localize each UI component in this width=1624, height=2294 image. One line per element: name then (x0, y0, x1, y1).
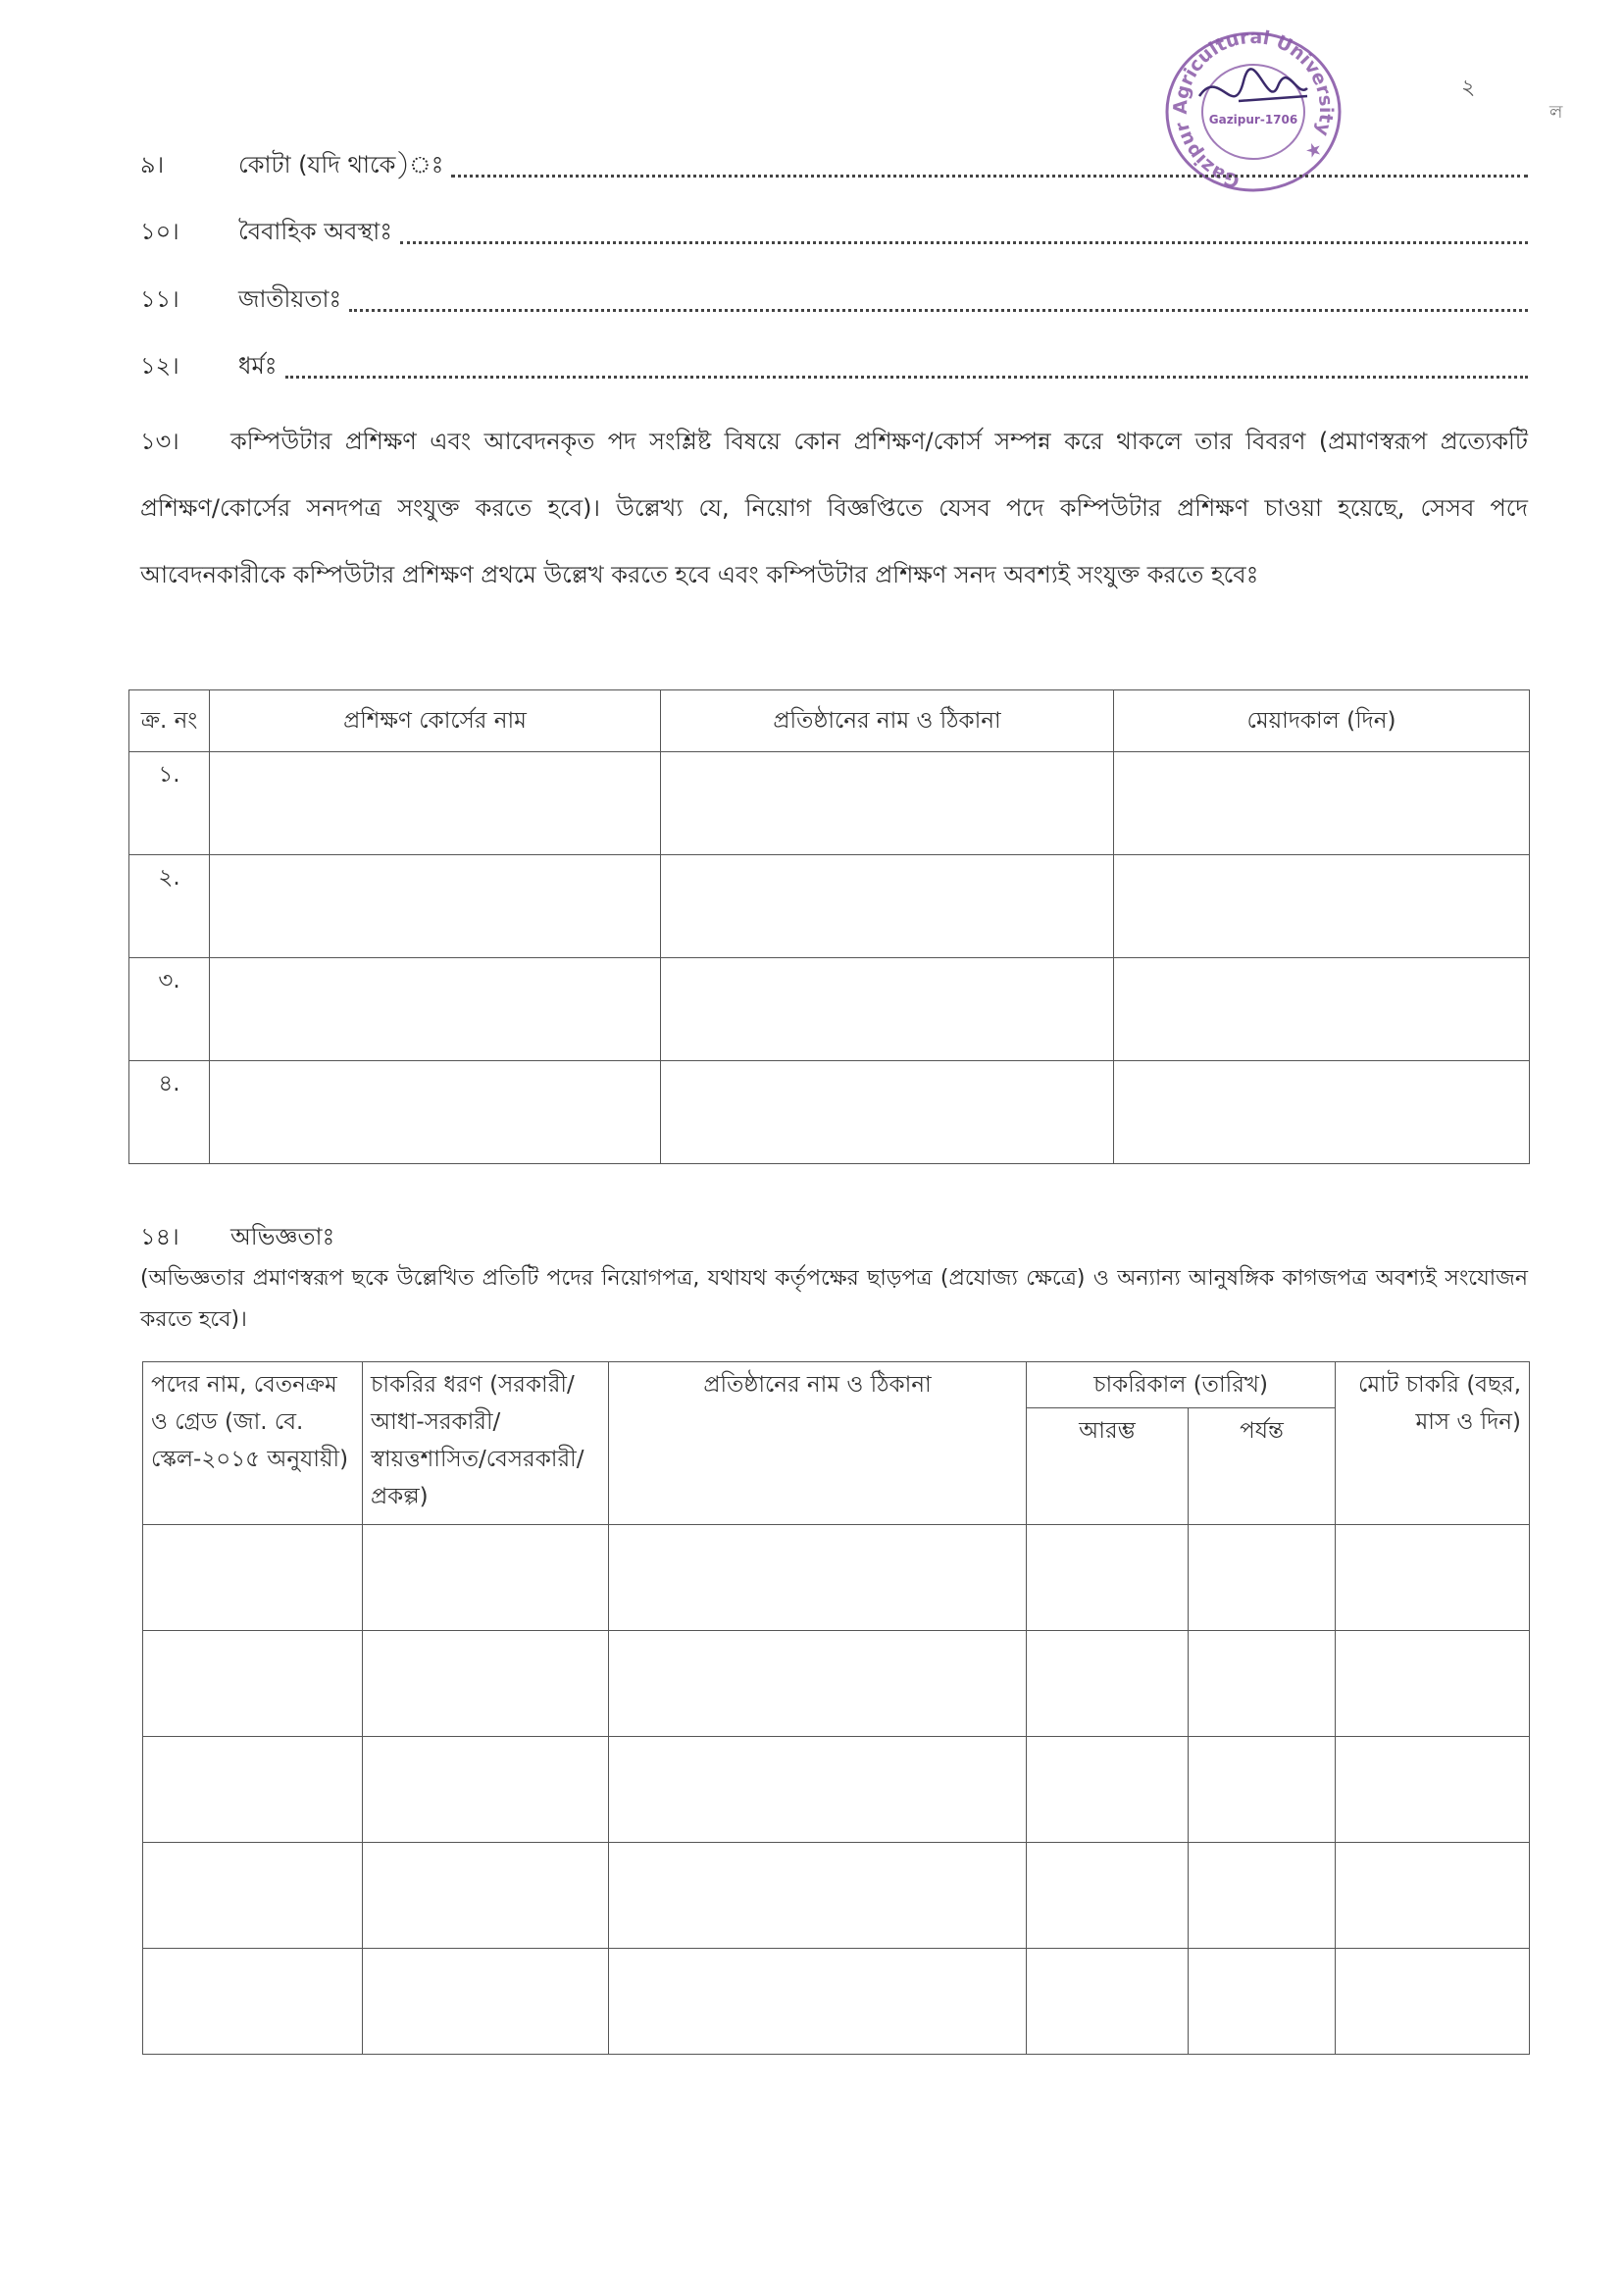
svg-text:Gazipur-1706: Gazipur-1706 (1208, 113, 1298, 127)
table-cell[interactable] (1027, 1949, 1189, 2055)
field-number: ১০। (140, 218, 179, 245)
table-cell[interactable] (609, 1737, 1027, 1843)
field-dotted-line[interactable] (451, 167, 1528, 178)
table-cell[interactable] (1336, 1737, 1530, 1843)
field-label: কোটা (যদি থাকে)ঃ (238, 151, 444, 178)
col-course-name: প্রশিক্ষণ কোর্সের নাম (210, 690, 661, 752)
field-religion[interactable] (140, 348, 1528, 387)
table-cell[interactable] (1189, 1631, 1336, 1737)
field-nationality[interactable] (140, 281, 1528, 321)
table-cell[interactable] (1114, 958, 1530, 1061)
section-14-title: অভিজ্ঞতাঃ (230, 1223, 335, 1250)
col-post-name: পদের নাম, বেতনক্রম ও গ্রেড (জা. বে. স্কেল-২০১৫ অনুযায়ী) (143, 1362, 363, 1525)
table-cell[interactable] (1189, 1737, 1336, 1843)
table-cell[interactable] (1114, 752, 1530, 855)
field-dotted-line[interactable] (349, 301, 1528, 312)
field-label: বৈবাহিক অবস্থাঃ (238, 218, 393, 245)
col-start: আরম্ভ (1027, 1408, 1189, 1525)
table-cell[interactable] (661, 855, 1114, 958)
col-duration: মেয়াদকাল (দিন) (1114, 690, 1530, 752)
table-cell[interactable] (661, 752, 1114, 855)
table-cell[interactable] (661, 958, 1114, 1061)
table-cell[interactable] (210, 752, 661, 855)
table-cell[interactable] (1189, 1525, 1336, 1631)
table-cell[interactable] (1336, 1525, 1530, 1631)
col-end: পর্যন্ত (1189, 1408, 1336, 1525)
table-row (129, 958, 1530, 1061)
table-cell[interactable] (143, 1737, 363, 1843)
table-row (143, 1631, 1530, 1737)
section-13-paragraph (140, 408, 1528, 608)
field-number: ৯। (140, 151, 165, 178)
section-14-heading (140, 1219, 334, 1258)
field-dotted-line[interactable] (400, 233, 1528, 244)
table-cell[interactable] (1027, 1525, 1189, 1631)
section-14-note: (অভিজ্ঞতার প্রমাণস্বরূপ ছকে উল্লেখিত প্রতিটি পদের নিয়োগপত্র, যথাযথ কর্তৃপক্ষের ছাড়পত্র (প্রযোজ্য ক্ষেত্রে) ও অন্যান্য আনুষঙ্গিক কাগজপত্র অবশ্যই সংযোজন করতে হবে)। (140, 1266, 1528, 1332)
page-number: ২ (1461, 76, 1482, 100)
row-serial: ৪. (129, 1061, 210, 1164)
col-service-period: চাকরিকাল (তারিখ) (1027, 1362, 1336, 1408)
table-cell[interactable] (1027, 1631, 1189, 1737)
table-header-row (143, 1362, 1530, 1408)
col-job-type: চাকরির ধরণ (সরকারী/আধা-সরকারী/স্বায়ত্তশাসিত/বেসরকারী/প্রকল্প) (363, 1362, 609, 1525)
table-row (129, 855, 1530, 958)
table-cell[interactable] (363, 1737, 609, 1843)
table-cell[interactable] (661, 1061, 1114, 1164)
table-cell[interactable] (609, 1949, 1027, 2055)
table-cell[interactable] (363, 1949, 609, 2055)
table-row (143, 1843, 1530, 1949)
table-row (143, 1949, 1530, 2055)
table-cell[interactable] (1027, 1843, 1189, 1949)
table-cell[interactable] (143, 1949, 363, 2055)
table-cell[interactable] (1336, 1631, 1530, 1737)
section-number: ১৪। (140, 1223, 179, 1250)
field-dotted-line[interactable] (285, 368, 1528, 379)
table-cell[interactable] (609, 1525, 1027, 1631)
table-cell[interactable] (1114, 1061, 1530, 1164)
table-row (129, 752, 1530, 855)
training-table (128, 689, 1530, 1164)
table-row (129, 1061, 1530, 1164)
experience-table (142, 1361, 1530, 2055)
field-number: ১২। (140, 352, 179, 380)
table-cell[interactable] (210, 1061, 661, 1164)
corner-mark: ল (1549, 102, 1563, 123)
field-number: ১১। (140, 285, 179, 313)
field-marital-status[interactable] (140, 214, 1528, 253)
col-institution: প্রতিষ্ঠানের নাম ও ঠিকানা (609, 1362, 1027, 1525)
table-cell[interactable] (1336, 1949, 1530, 2055)
table-row (143, 1525, 1530, 1631)
table-cell[interactable] (143, 1631, 363, 1737)
svg-text:Gazipur Agricultural Universit: Gazipur Agricultural University ★ (1169, 27, 1338, 192)
field-label: জাতীয়তাঃ (238, 285, 342, 313)
table-cell[interactable] (1027, 1737, 1189, 1843)
table-cell[interactable] (210, 958, 661, 1061)
table-cell[interactable] (1336, 1843, 1530, 1949)
table-cell[interactable] (210, 855, 661, 958)
table-cell[interactable] (1189, 1949, 1336, 2055)
col-serial: ক্র. নং (129, 690, 210, 752)
table-cell[interactable] (1189, 1843, 1336, 1949)
table-cell[interactable] (1114, 855, 1530, 958)
table-cell[interactable] (363, 1843, 609, 1949)
table-cell[interactable] (143, 1525, 363, 1631)
col-institution: প্রতিষ্ঠানের নাম ও ঠিকানা (661, 690, 1114, 752)
col-total-service: মোট চাকরি (বছর, মাস ও দিন) (1336, 1362, 1530, 1525)
table-cell[interactable] (609, 1631, 1027, 1737)
table-cell[interactable] (363, 1525, 609, 1631)
row-serial: ২. (129, 855, 210, 958)
table-cell[interactable] (363, 1631, 609, 1737)
field-label: ধর্মঃ (238, 352, 278, 380)
table-row (143, 1737, 1530, 1843)
section-13-text: কম্পিউটার প্রশিক্ষণ এবং আবেদনকৃত পদ সংশ্লিষ্ট বিষয়ে কোন প্রশিক্ষণ/কোর্স সম্পন্ন করে থাকলে তার বিবরণ (প্রমাণস্বরূপ প্রত্যেকটি প্রশিক্ষণ/কোর্সের সনদপত্র সংযুক্ত করতে হবে)। উল্লেখ্য যে, নিয়োগ বিজ্ঞপ্তিতে যেসব পদে কম্পিউটার প্রশিক্ষণ চাওয়া হয়েছে, সেসব পদে আবেদনকারীকে কম্পিউটার প্রশিক্ষণ প্রথমে উল্লেখ করতে হবে এবং কম্পিউটার প্রশিক্ষণ সনদ অবশ্যই সংযুক্ত করতে হবেঃ (140, 428, 1528, 588)
table-cell[interactable] (609, 1843, 1027, 1949)
table-header-row (129, 690, 1530, 752)
field-quota[interactable] (140, 147, 1528, 186)
row-serial: ৩. (129, 958, 210, 1061)
table-cell[interactable] (143, 1843, 363, 1949)
section-number: ১৩। (140, 428, 179, 455)
row-serial: ১. (129, 752, 210, 855)
